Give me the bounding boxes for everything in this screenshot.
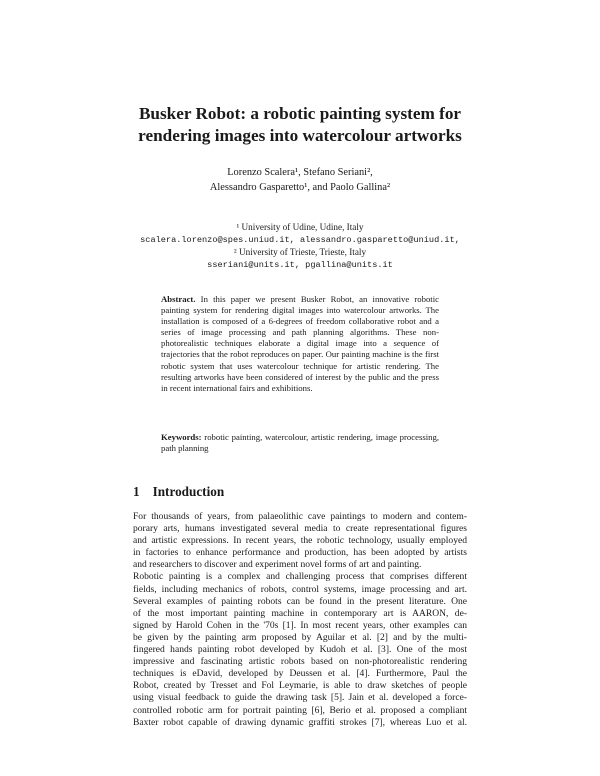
body-line: For thousands of years, from palaeolithic cave paintings to modern and contem-	[133, 511, 467, 522]
body-line: be given by the painting arm proposed by Aguilar et al. [2] and by the multi-	[133, 631, 467, 643]
affiliation-trieste: ² University of Trieste, Trieste, Italy	[233, 247, 367, 257]
abstract	[161, 294, 439, 394]
section-heading	[133, 484, 473, 500]
keywords	[161, 432, 439, 454]
paper-title	[60, 103, 540, 147]
introduction-body	[133, 511, 467, 729]
emails-trieste: sseriani@units.it, pgallina@units.it	[207, 259, 393, 270]
body-line: signed by Harold Cohen in the '70s [1]. In most recent years, other examples can	[133, 619, 467, 631]
author-list	[60, 165, 540, 195]
title-line: Busker Robot: a robotic painting system for	[138, 104, 462, 123]
authors-line: Lorenzo Scalera¹, Stefano Seriani²,	[227, 167, 373, 178]
section-title: Introduction	[152, 484, 225, 499]
affiliations	[60, 221, 540, 271]
body-line: fields, including mechanics of robots, control systems, image processing and art.	[133, 583, 467, 595]
body-line: and researchers to discover and experiment novel forms of art and painting.	[133, 559, 422, 571]
body-line: Robot, created by Tresset and Fol Leymarie, is able to draw sketches of people	[133, 680, 467, 692]
body-line: controlled robotic arm for portrait painting [6], Berio et al. proposed a compliant	[133, 704, 467, 716]
affiliation-udine: ¹ University of Udine, Udine, Italy	[236, 222, 364, 232]
body-line: Several examples of painting robots can be found in the present literature. One	[133, 595, 467, 607]
body-line: Robotic painting is a complex and challenging process that comprises different	[133, 571, 467, 583]
body-line: in factories to enhance performance and production, has been adopted by artists	[133, 547, 467, 559]
body-line: using visual feedback to guide the drawing task [5]. Jain et al. developed a force-	[133, 692, 467, 704]
keywords-label: Keywords:	[161, 432, 202, 442]
body-line: Baxter robot capable of drawing dynamic graffiti strokes [7], whereas Luo et al.	[133, 716, 467, 728]
body-line: fingered hands painting robot developed by Kudoh et al. [3]. One of the most	[133, 644, 467, 656]
abstract-label: Abstract.	[161, 294, 196, 304]
body-line: porary arts, humans investigated several media to create representational figures	[133, 523, 467, 535]
abstract-text: In this paper we present Busker Robot, an innovative robotic painting system for rendering digital images into watercolour artworks. The installation is composed of a 6-degrees of freedom collaborative robot and a series of image processing and path planning algorithms. These non-photorealistic techniques elaborate a digital image into a sequence of trajectories that the robot reproduces on paper. Our painting machine is the first robotic system that uses watercolour technique for artistic rendering. The resulting artworks have been considered of interest by the public and the press in recent international fairs and exhibitions.	[161, 294, 439, 393]
body-line: of the most important painting machine in contemporary art is AARON, de-	[133, 607, 467, 619]
emails-udine: scalera.lorenzo@spes.uniud.it, alessandro.gasparetto@uniud.it,	[140, 234, 460, 245]
body-line: techniques is eDavid, developed by Deussen et al. [4]. Furthermore, Paul the	[133, 668, 467, 680]
title-line: rendering images into watercolour artworks	[138, 126, 462, 145]
section-number: 1	[133, 484, 140, 499]
body-line: impressive and fascinating artistic robots based on non-photorealistic rendering	[133, 656, 467, 668]
authors-line: Alessandro Gasparetto¹, and Paolo Gallina²	[209, 182, 391, 193]
body-line: and artistic expressions. In recent years, the robotic technology, usually employed	[133, 535, 467, 547]
keywords-text: robotic painting, watercolour, artistic rendering, image processing, path planning	[161, 432, 439, 454]
